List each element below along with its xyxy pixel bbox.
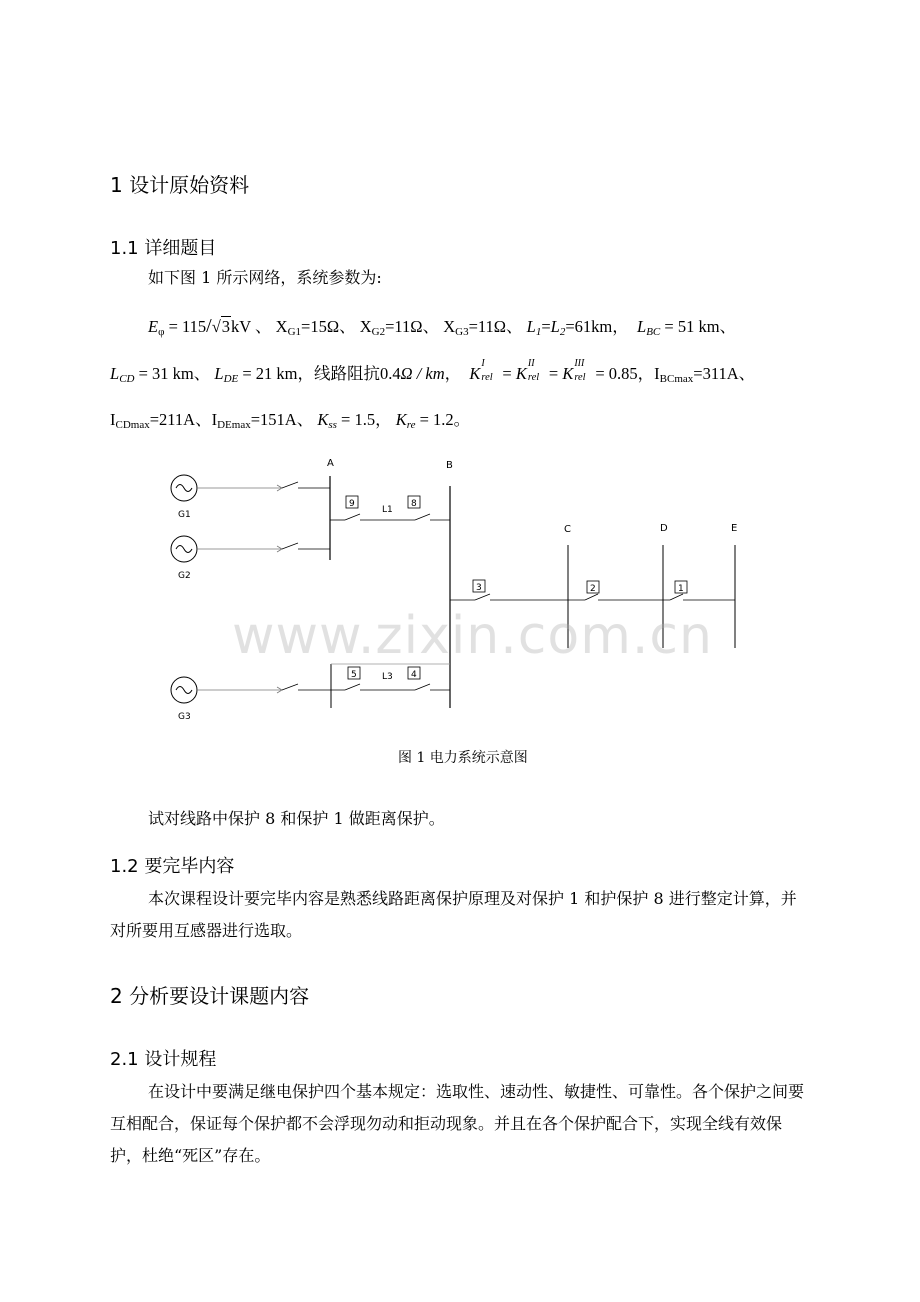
- param-lbc-unit: km: [698, 317, 720, 336]
- param-lcd-unit: km: [172, 364, 194, 383]
- param-xg2: =11Ω: [385, 317, 423, 336]
- param-e-phi: 115: [182, 317, 207, 336]
- relay-label-3: 3: [476, 583, 482, 593]
- generator-g3: [171, 677, 197, 703]
- bus-label-b: B: [446, 460, 453, 471]
- line-label-l3: L3: [382, 672, 393, 682]
- param-icdmax: =211A: [149, 410, 196, 429]
- param-xg1: =15Ω: [301, 317, 340, 336]
- relay-label-8: 8: [411, 499, 417, 509]
- relay-label-9: 9: [349, 499, 355, 509]
- param-lde-unit: km: [276, 364, 298, 383]
- section-1-1-task: 试对线路中保护 8 和保护 1 做距离保护。: [148, 809, 445, 828]
- param-impedance-label: 线路阻抗: [314, 364, 381, 383]
- bus-label-c: C: [564, 524, 571, 535]
- relay-label-4: 4: [411, 670, 417, 680]
- section-2-1-body: 在设计中要满足继电保护四个基本规定：选取性、速动性、敏捷性、可靠性。各个保护之间要互相配合，保证每个保护都不会浮现勿动和拒动现象。并且在各个保护配合下，实现全线有效保护，杜绝“死区”存在。: [110, 1082, 805, 1165]
- param-line-2: $L_{CD} = 31$ km、 $L_{DE} = 21$ km，线路阻抗0.4Ω / km， K I rel = K II rel = K III rel = 0.85，$I_{BCmax}=311A$、: [110, 358, 756, 385]
- gen-label-g1: G1: [178, 510, 191, 520]
- line-bcde: [450, 594, 735, 600]
- param-xg3: =11Ω: [468, 317, 507, 336]
- bus-label-a: A: [327, 458, 334, 469]
- param-sqrt3: 3: [221, 317, 231, 336]
- bus-label-e: E: [731, 523, 738, 534]
- param-krel: 0.85: [608, 364, 638, 383]
- param-lbc: 51: [677, 317, 695, 336]
- param-impedance-value: 0.4: [380, 364, 401, 383]
- generator-g1: [171, 475, 197, 501]
- param-e-unit: kV: [231, 317, 251, 336]
- relay-label-5: 5: [351, 670, 357, 680]
- section-2-title: 2 分析要设计课题内容: [110, 984, 310, 1008]
- relay-label-1: 1: [678, 584, 684, 594]
- param-kre: 1.2: [433, 410, 454, 429]
- relay-label-2: 2: [590, 584, 596, 594]
- generator-g2: [171, 536, 197, 562]
- gen-label-g3: G3: [178, 712, 191, 722]
- param-lde: 21: [255, 364, 273, 383]
- power-system-diagram: [0, 440, 920, 740]
- param-idemax: =151A: [250, 410, 297, 429]
- param-kss: 1.5: [354, 410, 376, 429]
- gen-label-g2: G2: [178, 571, 191, 581]
- section-1-1-intro: 如下图 1 所示网络，系统参数为:: [148, 268, 382, 287]
- param-lcd: 31: [152, 364, 169, 383]
- section-1-title: 1 设计原始资料: [110, 173, 250, 197]
- section-2-1-title: 2.1 设计规程: [110, 1049, 217, 1070]
- figure-caption: 图 1 电力系统示意图: [398, 750, 528, 766]
- param-line-3: $I_{CDmax}=211A$、$I_{DEmax}=151A$、 $K_{ss} = 1.5$， $K_{re} = 1.2$。: [110, 410, 471, 431]
- param-line-1: $E_\varphi = 115/√3kV$ 、 $X_{G1}=15\Omega$、 $X_{G2}=11\Omega$、 $X_{G3}=11\Omega$、 $L_1=L_2=61km$， $L_{BC} = 51$ km、: [148, 315, 737, 338]
- bus-label-d: D: [660, 523, 668, 534]
- section-1-2-title: 1.2 要完毕内容: [110, 856, 235, 877]
- section-1-2-body: 本次课程设计要完毕内容是熟悉线路距离保护原理及对保护 1 和护保护 8 进行整定计算，并对所要用互感器进行选取。: [110, 889, 797, 940]
- line-label-l1: L1: [382, 505, 393, 515]
- param-l1l2: =61km: [565, 317, 613, 336]
- section-1-1-title: 1.1 详细题目: [110, 238, 217, 259]
- param-ibcmax: =311A: [693, 364, 739, 383]
- watermark: www.zixin.com.cn: [232, 606, 713, 666]
- param-impedance-unit: Ω / km: [400, 364, 445, 383]
